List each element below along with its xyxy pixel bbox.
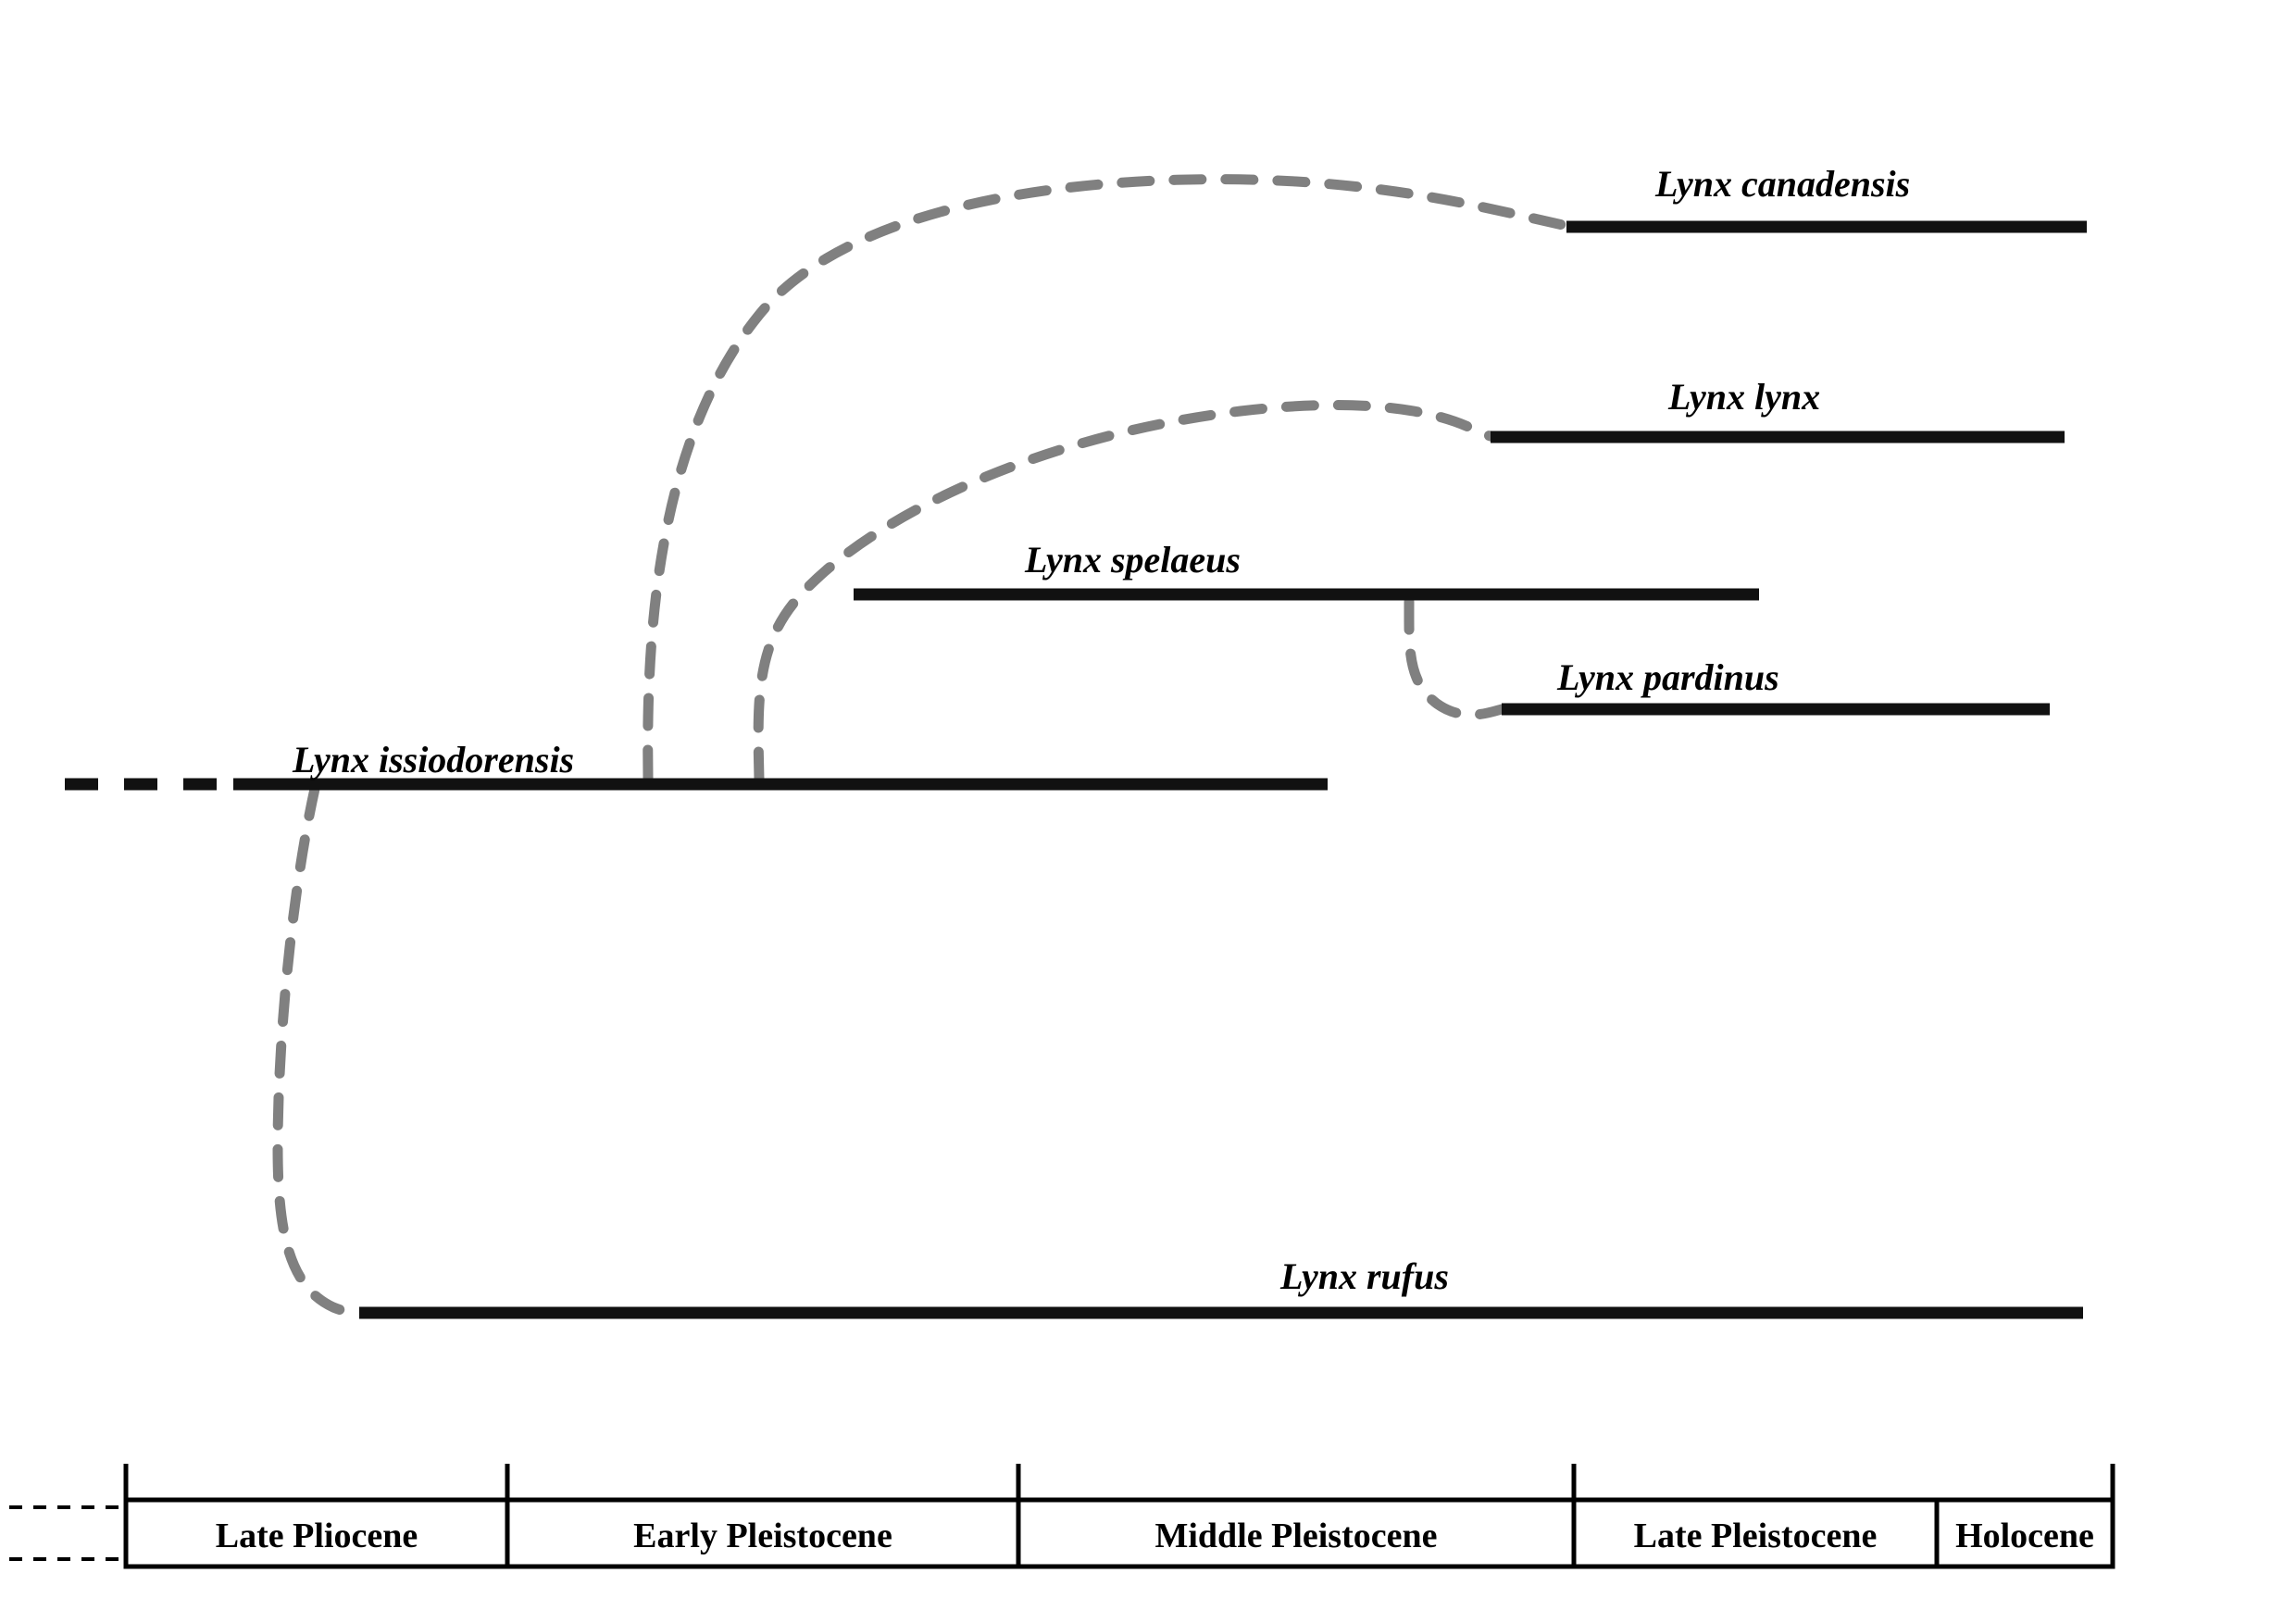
taxon-label-lynx-canadensis: Lynx canadensis: [1655, 163, 1911, 205]
epoch-label-late-pleistocene: Late Pleistocene: [1633, 1517, 1878, 1555]
taxon-label-lynx-pardinus: Lynx pardinus: [1557, 656, 1779, 698]
branch-to-canadensis: [648, 180, 1563, 778]
epoch-label-holocene: Holocene: [1955, 1517, 2094, 1555]
epoch-label-middle-pleistocene: Middle Pleistocene: [1154, 1517, 1438, 1555]
epoch-label-early-pleistocene: Early Pleistocene: [633, 1517, 892, 1555]
taxon-label-lynx-lynx: Lynx lynx: [1668, 376, 1821, 418]
taxon-label-lynx-issiodorensis: Lynx issiodorensis: [293, 739, 575, 780]
taxon-label-lynx-rufus: Lynx rufus: [1280, 1255, 1449, 1297]
branch-to-rufus: [278, 789, 359, 1313]
branch-to-pardinus: [1409, 602, 1502, 715]
taxon-label-lynx-spelaeus: Lynx spelaeus: [1025, 539, 1241, 581]
timescale-left-dashes: [9, 1507, 122, 1559]
epoch-label-late-pliocene: Late Pliocene: [215, 1517, 418, 1555]
